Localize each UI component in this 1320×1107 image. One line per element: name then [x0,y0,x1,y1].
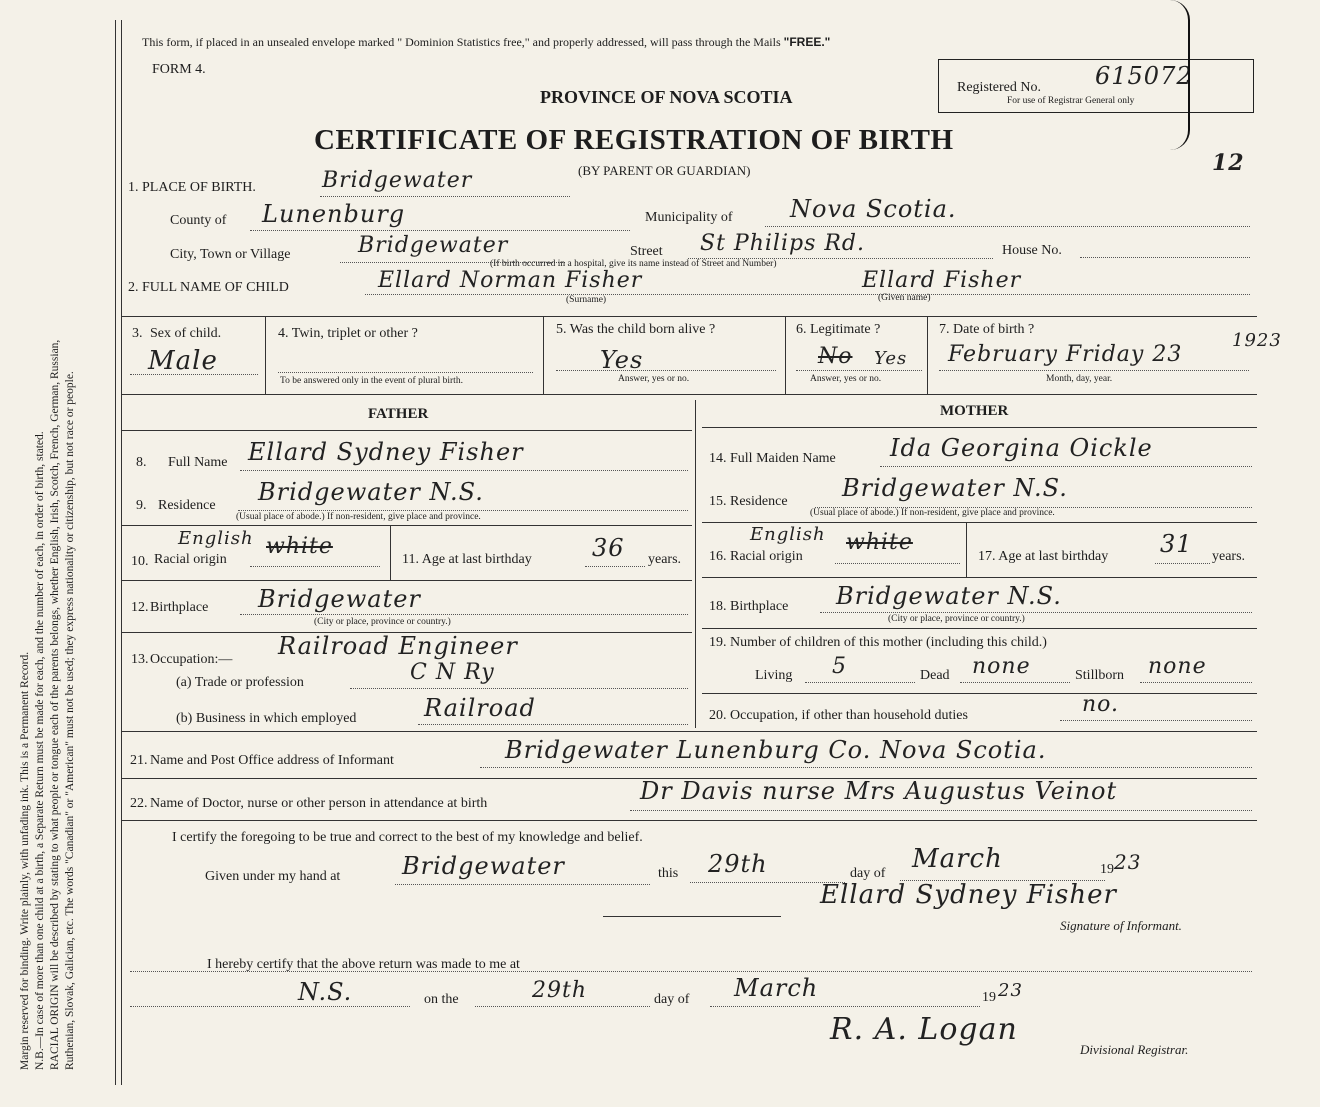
certificate-subtitle: (BY PARENT OR GUARDIAN) [578,163,751,178]
hospital-note: (If birth occurred in a hospital, give its name instead of Street and Number) [490,259,777,269]
given-day-of-label: day of [850,866,886,881]
registrar-signature: R. A. Logan [830,1012,1018,1047]
father-heading: FATHER [368,406,429,422]
municipality-label: Municipality of [645,210,733,225]
city-label: City, Town or Village [170,247,291,262]
stillborn-value: none [1148,654,1207,679]
mother-age-value: 31 [1160,530,1193,558]
dob-label: 7. Date of birth ? [939,322,1035,337]
row-number-12: 12. [131,600,149,615]
born-alive-note: Answer, yes or no. [618,374,690,384]
father-residence-value: Bridgewater N.S. [258,478,484,506]
mother-residence-value: Bridgewater N.S. [842,474,1068,502]
mother-birthplace-label: 18. Birthplace [709,599,789,614]
registrar-day-value: 29th [532,978,588,1003]
margin-note-2: N.B.—In case of more than one child at a birth, a Separate Return must be made for each, and the number of each, in order of birth, stated. [34,431,46,1070]
living-value: 5 [832,654,847,679]
children-count-label: 19. Number of children of this mother (including this child.) [709,635,1047,650]
father-origin-label: Racial origin [154,552,227,567]
mother-residence-label: 15. Residence [709,494,788,509]
house-number-label: House No. [1002,243,1062,258]
mother-name-label: 14. Full Maiden Name [709,451,836,466]
father-name-label: Full Name [168,455,228,470]
mother-origin-label: 16. Racial origin [709,549,803,564]
this-label: this [658,866,679,881]
mother-occupation-label: 20. Occupation, if other than household duties [709,708,968,723]
certificate-title: CERTIFICATE OF REGISTRATION OF BIRTH [314,124,954,156]
father-name-value: Ellard Sydney Fisher [248,438,524,466]
mother-birthplace-value: Bridgewater N.S. [836,582,1062,610]
registrar-year-prefix: 19 [982,990,996,1005]
registered-label: Registered No. [957,80,1041,95]
father-age-value: 36 [592,534,625,562]
row-number-21: 21. [130,753,148,768]
margin-note-1: Margin reserved for binding. Write plainly, with unfading ink. This is a Permanent Record. [19,651,31,1070]
dob-note: Month, day, year. [1046,374,1113,384]
row-number-13: 13. [131,652,149,667]
dead-value: none [972,654,1031,679]
father-origin-value: English [178,528,254,549]
mother-occupation-value: no. [1082,692,1120,717]
registrar-year-value: 23 [998,980,1023,1001]
given-day-value: 29th [708,850,768,878]
given-name-note: (Given name) [878,293,931,303]
attendant-value: Dr Davis nurse Mrs Augustus Veinot [640,777,1118,805]
legitimate-value: Yes [874,348,908,369]
child-name-value: Ellard Norman Fisher [378,268,643,293]
legitimate-struck: No [818,344,853,369]
registrar-day-of-label: day of [654,992,690,1007]
father-occupation-label: Occupation:— [150,652,233,667]
registered-value: 615072 [1095,62,1193,90]
father-occupation-value: Railroad Engineer [278,632,518,660]
legitimate-note: Answer, yes or no. [810,374,882,384]
attendant-label: Name of Doctor, nurse or other person in attendance at birth [150,796,488,811]
certify-statement: I certify the foregoing to be true and correct to the best of my knowledge and belief. [172,830,643,845]
registrar-place: N.S. [298,978,353,1006]
informant-signature: Ellard Sydney Fisher [820,880,1117,910]
child-name-label: 2. FULL NAME OF CHILD [128,280,289,295]
margin-rule [115,20,116,1085]
father-age-unit: years. [648,552,682,567]
mother-age-unit: years. [1212,549,1246,564]
margin-rule-inner [121,20,122,1085]
mother-origin-struck: white [846,530,913,555]
business-value: Railroad [424,694,536,722]
father-age-label: 11. Age at last birthday [402,552,532,567]
mother-birthplace-note: (City or place, province or country.) [888,614,1025,624]
mother-name-value: Ida Georgina Oickle [890,434,1153,462]
sex-value: Male [148,346,218,376]
father-birthplace-note: (City or place, province or country.) [314,617,451,627]
dob-year: 1923 [1232,330,1282,351]
registered-note: For use of Registrar General only [1007,96,1135,106]
registrar-month-value: March [734,974,819,1002]
twin-label: 4. Twin, triplet or other ? [278,326,418,341]
form-number: FORM 4. [152,62,206,77]
father-birthplace-value: Bridgewater [258,585,421,613]
informant-label: Name and Post Office address of Informant [150,753,394,768]
municipality-value: Nova Scotia. [790,195,957,223]
row-number-3: 3. [132,326,143,341]
corner-mark: 12 [1212,150,1245,176]
mother-heading: MOTHER [940,403,1009,419]
father-birthplace-label: Birthplace [150,600,209,615]
living-label: Living [755,668,793,683]
surname-note: (Surname) [566,295,607,305]
trade-value: C N Ry [410,660,495,685]
dob-value: February Friday 23 [948,342,1183,367]
street-value: St Philips Rd. [700,231,865,256]
business-label: (b) Business in which employed [176,711,357,726]
row-number-22: 22. [130,796,148,811]
registrar-statement: I hereby certify that the above return was made to me at [207,957,520,972]
father-residence-label: Residence [158,498,216,513]
dead-label: Dead [920,668,950,683]
born-alive-value: Yes [600,346,644,374]
place-of-birth-label: 1. PLACE OF BIRTH. [128,180,256,195]
trade-label: (a) Trade or profession [176,675,304,690]
margin-instructions [18,25,110,1070]
father-origin-struck: white [266,534,333,559]
place-of-birth-value: Bridgewater [322,168,473,193]
given-at-place: Bridgewater [402,852,565,880]
margin-note-4: Ruthenian, Slovak, Galician, etc. The words "Canadian" or "American" must not be used; they express nationality or citizenship, but not race or people. [64,371,76,1070]
registrar-signature-label: Divisional Registrar. [1080,1042,1189,1057]
mother-age-label: 17. Age at last birthday [978,549,1109,564]
registered-number-box [938,59,1254,113]
informant-value: Bridgewater Lunenburg Co. Nova Scotia. [505,736,1047,764]
child-given-name-value: Ellard Fisher [862,268,1022,293]
registrar-on-the-label: on the [424,992,459,1007]
legitimate-label: 6. Legitimate ? [796,322,881,337]
twin-note: To be answered only in the event of plural birth. [280,376,463,386]
row-number-8: 8. [136,455,147,470]
mother-origin-value: English [750,524,826,545]
born-alive-label: 5. Was the child born alive ? [556,322,716,337]
row-number-10: 10. [131,554,149,569]
city-value: Bridgewater [358,233,509,258]
county-value: Lunenburg [262,200,406,228]
mother-residence-note: (Usual place of abode.) If non-resident, give place and province. [810,508,1055,518]
given-year-prefix: 19 [1100,862,1114,877]
given-at-label: Given under my hand at [205,869,341,884]
mail-note: This form, if placed in an unsealed envelope marked " Dominion Statistics free," and properly addressed, will pass through the Mails "FREE." [142,35,831,49]
sex-label: Sex of child. [150,326,222,341]
pen-mark [1170,0,1190,150]
province-heading: PROVINCE OF NOVA SCOTIA [540,87,793,107]
given-year-value: 23 [1114,850,1142,874]
informant-signature-label: Signature of Informant. [1060,918,1182,933]
street-label: Street [630,244,663,259]
given-month-value: March [912,844,1003,874]
father-residence-note: (Usual place of abode.) If non-resident, give place and province. [236,512,481,522]
county-label: County of [170,213,227,228]
stillborn-label: Stillborn [1075,668,1125,683]
row-number-9: 9. [136,498,147,513]
margin-note-3: RACIAL ORIGIN will be described by stating to what people or tongue each of the parents belongs, whether English, Irish, Scotch, French, German, Russian, [49,339,61,1070]
